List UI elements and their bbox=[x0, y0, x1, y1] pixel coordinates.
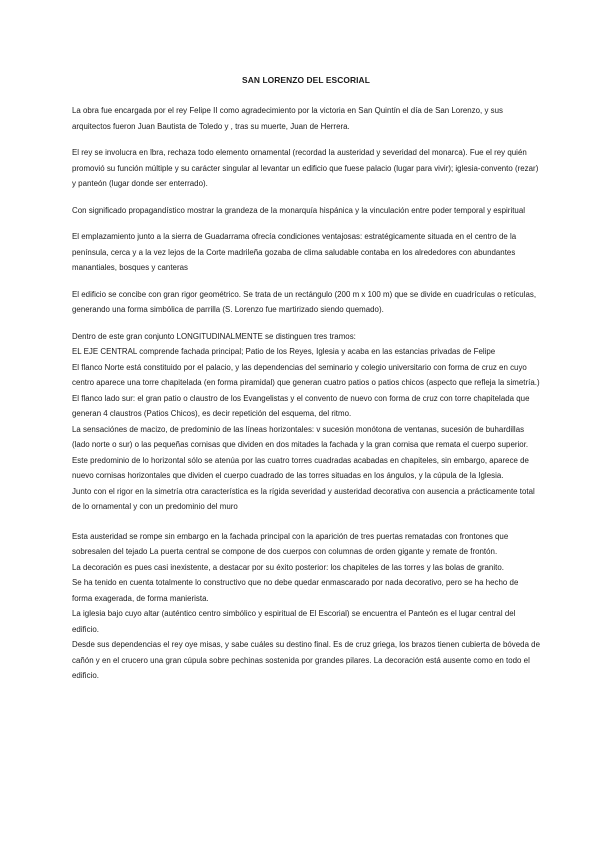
spacer bbox=[72, 276, 540, 287]
paragraph-8: El flanco Norte está constituido por el palacio, y las dependencias del seminario y colegio universitario con forma de cruz en cuyo centro aparece una torre chapitelada (en forma piramidal) que generan cuatro patios o patios chicos (aspecto que refleja la simetría.) bbox=[72, 362, 540, 387]
paragraph-16: La iglesia bajo cuyo altar (auténtico centro simbólico y espiritual de El Escorial) se encuentra el Panteón es el lugar central del edificio. bbox=[72, 609, 516, 634]
paragraph-17: Desde sus dependencias el rey oye misas, y sabe cuáles su destino final. Es de cruz griega, los brazos tienen cubierta de bóveda de cañón y en el crucero una gran cúpula sobre pechinas sostenida por grandes pilares. La decoración está ausente como en todo el edificio. bbox=[72, 640, 541, 680]
spacer bbox=[72, 192, 540, 203]
paragraph-13: Esta austeridad se rompe sin embargo en la fachada principal con la aparición de tres puertas rematadas con frontones que sobresalen del tejado La puerta central se compone de dos cuerpos con columnas de orden gigante y remate de frontón. bbox=[72, 531, 509, 556]
paragraph-11: Este predominio de lo horizontal sólo se atenúa por las cuatro torres cuadradas acabadas en chapiteles, sin embargo, aparece de nuevo cornisas horizontales que dividen el cuerpo cuadrado de las torres situadas en los ángulos, y la cúpula de la Iglesia. bbox=[72, 455, 529, 480]
paragraph-1: La obra fue encargada por el rey Felipe II como agradecimiento por la victoria en San Quintín el día de San Lorenzo, y sus arquitectos fueron Juan Bautista de Toledo y , tras su muerte, Juan de Herrera. bbox=[72, 106, 503, 131]
paragraph-3: Con significado propagandístico mostrar la grandeza de la monarquía hispánica y la vinculación entre poder temporal y espiritual bbox=[72, 205, 526, 215]
spacer bbox=[72, 318, 540, 329]
paragraph-5: El edificio se concibe con gran rigor geométrico. Se trata de un rectángulo (200 m x 100 m) que se divide en cuadrículas o retículas, generando una forma simbólica de parrilla (S. Lorenzo fue martirizado siendo quemado). bbox=[72, 289, 537, 314]
spacer bbox=[72, 134, 540, 145]
paragraph-14: La decoración es pues casi inexistente, a destacar por su éxito posterior: los chapiteles de las torres y las bolas de granito. bbox=[72, 562, 504, 572]
spacer bbox=[72, 218, 540, 229]
paragraph-15: Se ha tenido en cuenta totalmente lo constructivo que no debe quedar enmascarado por nada decorativo, pero se ha hecho de forma exagerada, de forma manierista. bbox=[72, 578, 519, 603]
document-title: SAN LORENZO DEL ESCORIAL bbox=[242, 75, 370, 85]
spacer bbox=[72, 515, 540, 529]
paragraph-10: La sensaciónes de macizo, de predominio de las líneas horizontales: v sucesión monótona de ventanas, sucesión de buhardillas (lado norte o sur) o las pequeñas cornisas que dividen en dos mitades la fachada y la gran cornisa que remata el cuerpo superior. bbox=[72, 424, 529, 449]
paragraph-9: El flanco lado sur: el gran patio o claustro de los Evangelistas y el convento de nuevo con forma de cruz con torre chapitelada que generan 4 claustros (Patios Chicos), es decir repetición del esquema, del ritmo. bbox=[72, 393, 530, 418]
paragraph-12: Junto con el rigor en la simetría otra característica es la rígida severidad y austeridad decorativa con ausencia a prácticamente total de lo ornamental y con un predominio del muro bbox=[72, 486, 535, 511]
paragraph-6: Dentro de este gran conjunto LONGITUDINALMENTE se distinguen tres tramos: bbox=[72, 331, 356, 341]
paragraph-2: El rey se involucra en lbra, rechaza todo elemento ornamental (recordad la austeridad y severidad del monarca). Fue el rey quién promovió su función múltiple y su carácter singular al levantar un edificio que fuese palacio (lugar para vivir); iglesia-convento (rezar) y panteón (lugar donde ser enterrado). bbox=[72, 148, 539, 188]
paragraph-4: El emplazamiento junto a la sierra de Guadarrama ofrecía condiciones ventajosas: estratégicamente situada en el centro de la península, cerca y a la vez lejos de la Corte madrileña gozaba de clima saludable contaba en los alrededores con abundantes manantiales, bosques y canteras bbox=[72, 232, 517, 272]
paragraph-7: EL EJE CENTRAL comprende fachada principal; Patio de los Reyes, Iglesia y acaba en las estancias privadas de Felipe bbox=[72, 347, 496, 356]
